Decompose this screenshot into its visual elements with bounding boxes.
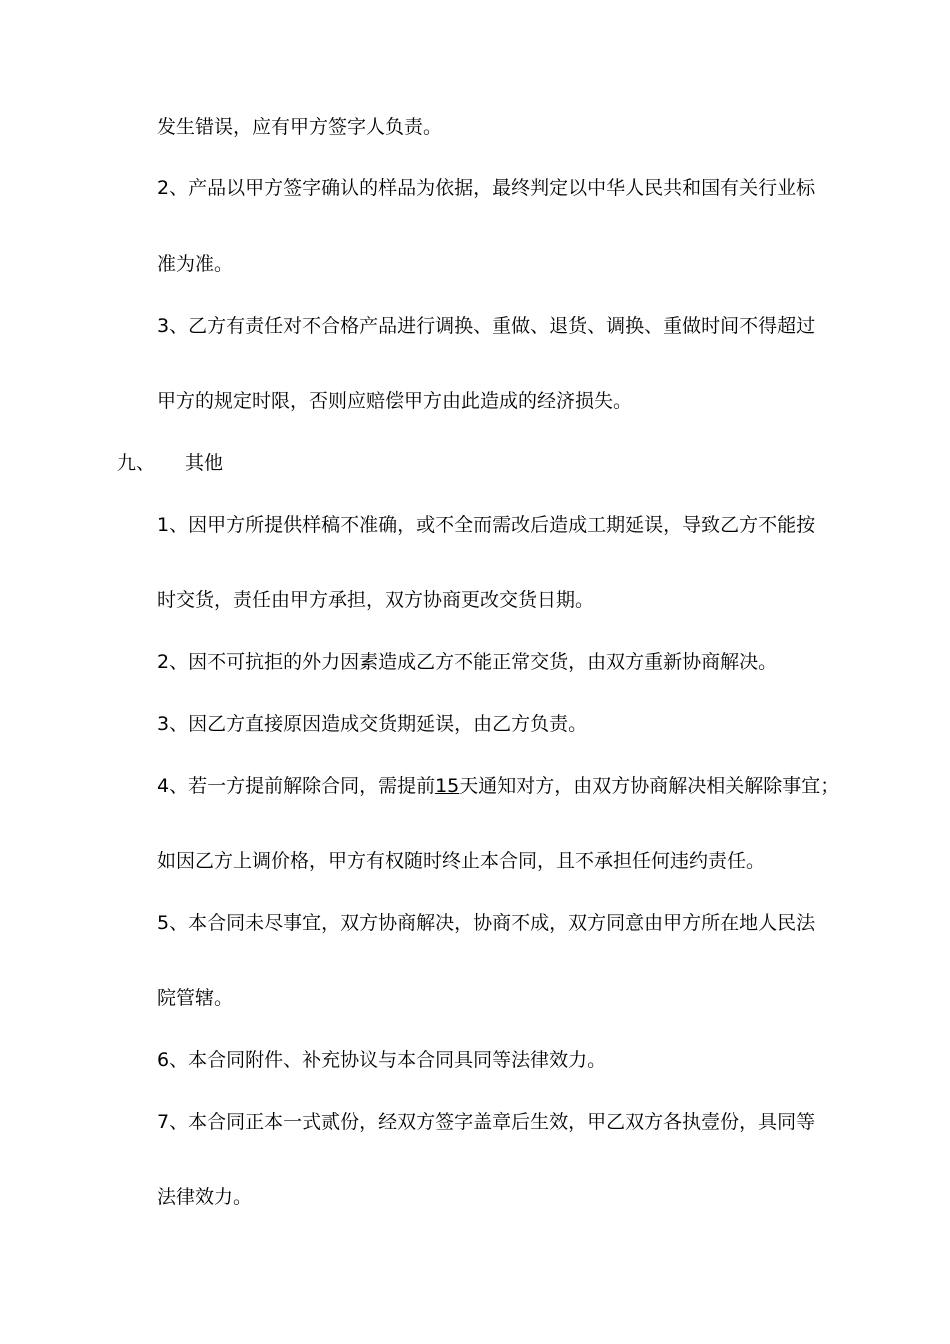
text-line: 6、本合同附件、补充协议与本合同具同等法律效力。: [157, 1049, 607, 1071]
text-line: 发生错误，应有甲方签字人负责。: [157, 116, 443, 138]
text-line: 5、本合同未尽事宜，双方协商解决，协商不成，双方同意由甲方所在地人民法: [157, 912, 816, 934]
text-line: 时交货，责任由甲方承担，双方协商更改交货日期。: [157, 589, 595, 611]
text-line: [157, 774, 857, 798]
item4-after: 天通知对方，由双方协商解决相关解除事宜；: [459, 775, 840, 797]
text-line: 甲方的规定时限，否则应赔偿甲方由此造成的经济损失。: [157, 390, 633, 412]
text-line: 如因乙方上调价格，甲方有权随时终止本合同，且不承担任何违约责任。: [157, 850, 766, 872]
text-line: 3、因乙方直接原因造成交货期延误，由乙方负责。: [157, 713, 588, 735]
text-line: 2、产品以甲方签字确认的样品为依据，最终判定以中华人民共和国有关行业标: [157, 177, 816, 199]
text-line: 3、乙方有责任对不合格产品进行调换、重做、退货、调换、重做时间不得超过: [157, 315, 816, 337]
text-line: 准为准。: [157, 253, 234, 275]
text-line: 1、因甲方所提供样稿不准确，或不全而需改后造成工期延误，导致乙方不能按: [157, 514, 816, 536]
item4-before: 4、若一方提前解除合同，需提前: [157, 775, 436, 797]
section-title: 其他: [185, 452, 224, 474]
text-line: 法律效力。: [157, 1186, 253, 1208]
notice-days: 15: [435, 775, 460, 797]
text-line: 2、因不可抗拒的外力因素造成乙方不能正常交货，由双方重新协商解决。: [157, 651, 778, 673]
section-number: 九、: [117, 452, 156, 474]
text-line: 院管辖。: [157, 987, 234, 1009]
text-line: 7、本合同正本一式贰份，经双方签字盖章后生效，甲乙双方各执壹份，具同等: [157, 1111, 816, 1133]
